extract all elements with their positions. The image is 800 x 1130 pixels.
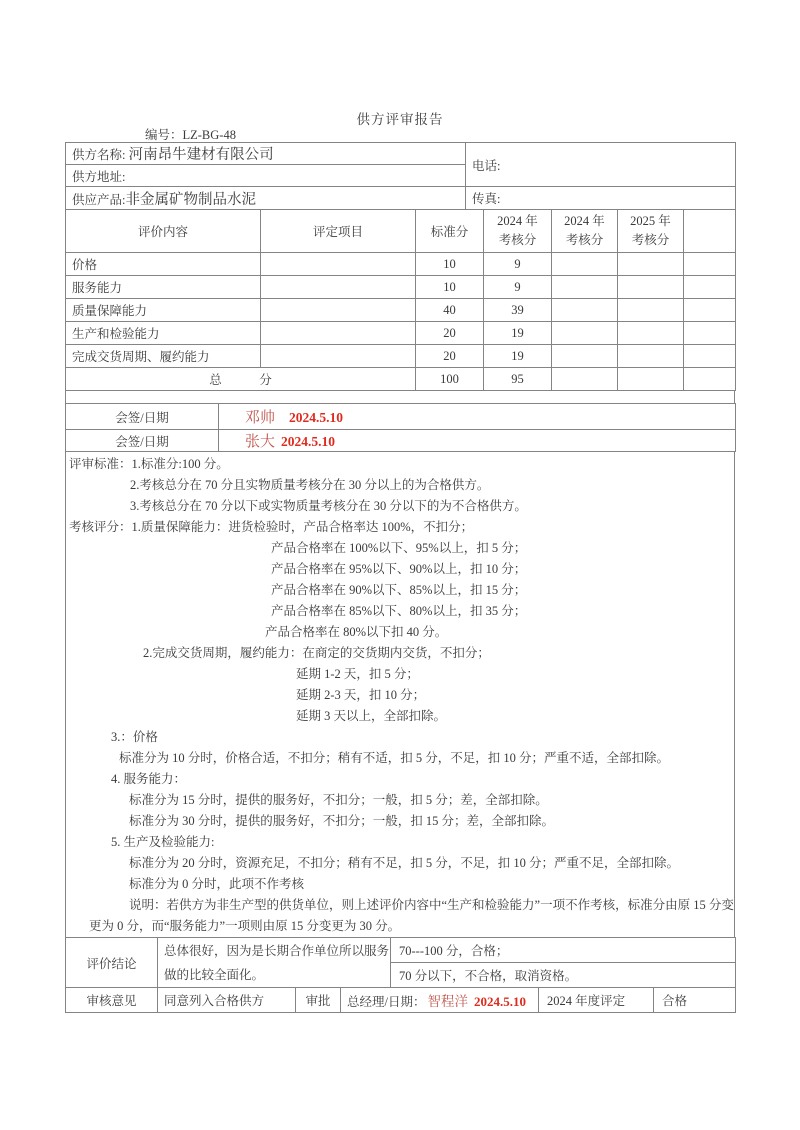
info-table bbox=[65, 142, 736, 210]
header-standard: 标准分 bbox=[416, 210, 484, 253]
conclusion-label: 评价结论 bbox=[66, 938, 158, 988]
row-standard: 40 bbox=[416, 299, 484, 322]
signature-value-cell bbox=[219, 404, 736, 430]
approve-label: 审批 bbox=[296, 988, 341, 1013]
row-score-2024b bbox=[552, 322, 618, 345]
gm-cell bbox=[341, 988, 539, 1013]
score-row-production bbox=[66, 322, 736, 345]
fax-label: 传真: bbox=[472, 192, 501, 206]
conclusion-table bbox=[65, 937, 736, 988]
supplier-name-cell bbox=[66, 143, 466, 165]
row-extra bbox=[684, 276, 736, 299]
signature-value-cell bbox=[219, 430, 736, 452]
criteria-line: 说明：若供方为非生产型的供货单位，则上述评价内容中“生产和检验能力”一项不作考核，标准分由原 15 分变 bbox=[129, 898, 734, 912]
row-standard: 10 bbox=[416, 276, 484, 299]
header-2024b-word: 考核分 bbox=[565, 233, 604, 247]
row-content: 质量保障能力 bbox=[66, 299, 261, 322]
gm-label: 总经理/日期： bbox=[347, 995, 426, 1009]
total-score-2024b bbox=[552, 368, 618, 391]
supplier-name-value: 河南昂牛建材有限公司 bbox=[128, 147, 274, 163]
criteria-line: 3.：价格 bbox=[111, 730, 158, 744]
row-item-empty bbox=[261, 253, 416, 276]
row-extra bbox=[684, 253, 736, 276]
total-label: 总 分 bbox=[66, 368, 416, 391]
total-standard: 100 bbox=[416, 368, 484, 391]
row-standard: 20 bbox=[416, 345, 484, 368]
signature-table bbox=[65, 403, 736, 452]
signature-row bbox=[66, 404, 736, 430]
supplier-address-label: 供方地址: bbox=[72, 169, 126, 184]
signature-label: 会签/日期 bbox=[66, 430, 219, 452]
row-score-2024a: 19 bbox=[484, 345, 552, 368]
signature-row bbox=[66, 430, 736, 452]
total-score-2025 bbox=[618, 368, 684, 391]
criteria-line: 标准分为 30 分时，提供的服务好，不扣分；一般，扣 15 分；差，全部扣除。 bbox=[129, 814, 555, 828]
gm-date: 2024.5.10 bbox=[473, 994, 526, 1009]
criteria-line: 评审标准：1.标准分:100 分。 bbox=[69, 457, 229, 471]
product-value: 非金属矿物制品水泥 bbox=[125, 191, 256, 208]
row-score-2024b bbox=[552, 276, 618, 299]
signature-date: 2024.5.10 bbox=[281, 434, 336, 449]
row-score-2025 bbox=[618, 253, 684, 276]
row-content: 完成交货周期、履约能力 bbox=[66, 345, 261, 368]
gm-name: 智程洋 bbox=[427, 994, 468, 1009]
year-eval-result: 合格 bbox=[654, 988, 736, 1013]
header-2025-word: 考核分 bbox=[631, 233, 670, 247]
criteria-line: 4. 服务能力： bbox=[111, 772, 187, 786]
criteria-line: 5. 生产及检验能力: bbox=[111, 835, 215, 849]
criteria-section bbox=[65, 451, 735, 938]
report-title: 供方评审报告 bbox=[356, 112, 444, 127]
product-cell bbox=[66, 187, 466, 210]
signature-label: 会签/日期 bbox=[66, 404, 219, 430]
criteria-line: 产品合格率在 100%以下、95%以上，扣 5 分； bbox=[271, 541, 527, 555]
row-extra bbox=[684, 299, 736, 322]
header-2024b bbox=[552, 210, 618, 253]
row-standard: 20 bbox=[416, 322, 484, 345]
signature-date: 2024.5.10 bbox=[289, 410, 344, 425]
row-score-2024b bbox=[552, 253, 618, 276]
header-2024a-year: 2024 年 bbox=[497, 214, 538, 228]
row-score-2025 bbox=[618, 299, 684, 322]
criteria-line: 3.考核总分在 70 分以下或实物质量考核分在 30 分以下的为不合格供方。 bbox=[130, 499, 527, 513]
header-content: 评价内容 bbox=[66, 210, 261, 253]
row-score-2025 bbox=[618, 322, 684, 345]
header-2025 bbox=[618, 210, 684, 253]
header-empty bbox=[684, 210, 736, 253]
row-score-2024b bbox=[552, 345, 618, 368]
criteria-line: 更为 0 分，而“服务能力”一项则由原 15 分变更为 30 分。 bbox=[89, 919, 401, 933]
supplier-address-cell bbox=[66, 165, 466, 187]
score-table bbox=[65, 209, 736, 391]
doc-number: 编号：LZ-BG-48 bbox=[145, 128, 236, 142]
criteria-line: 标准分为 15 分时，提供的服务好，不扣分；一般，扣 5 分；差，全部扣除。 bbox=[129, 793, 548, 807]
criteria-line: 延期 3 天以上，全部扣除。 bbox=[296, 709, 447, 723]
row-standard: 10 bbox=[416, 253, 484, 276]
header-2024a-word: 考核分 bbox=[498, 233, 537, 247]
header-item: 评定项目 bbox=[261, 210, 416, 253]
report-form bbox=[65, 143, 735, 1013]
criteria-line: 标准分为 0 分时，此项不作考核 bbox=[129, 877, 305, 891]
row-score-2024a: 9 bbox=[484, 253, 552, 276]
review-label: 审核意见 bbox=[66, 988, 158, 1013]
row-score-2024a: 19 bbox=[484, 322, 552, 345]
product-label: 供应产品: bbox=[72, 192, 126, 207]
row-score-2025 bbox=[618, 276, 684, 299]
total-extra bbox=[684, 368, 736, 391]
row-score-2024a: 39 bbox=[484, 299, 552, 322]
criteria-line: 标准分为 20 分时，资源充足，不扣分；稍有不足，扣 5 分，不足，扣 10 分；严重不足，全部扣除。 bbox=[129, 856, 680, 870]
review-opinion: 同意列入合格供方 bbox=[158, 988, 296, 1013]
criteria-line: 产品合格率在 95%以下、90%以上，扣 10 分； bbox=[271, 562, 527, 576]
spacer-cell bbox=[66, 391, 735, 404]
grade-fail: 70 分以下，不合格，取消资格。 bbox=[391, 963, 736, 988]
fax-cell bbox=[466, 187, 736, 210]
row-score-2025 bbox=[618, 345, 684, 368]
criteria-line: 延期 2-3 天，扣 10 分； bbox=[296, 688, 426, 702]
row-item-empty bbox=[261, 299, 416, 322]
row-score-2024a: 9 bbox=[484, 276, 552, 299]
spacer-row bbox=[65, 390, 735, 404]
header-2024b-year: 2024 年 bbox=[564, 214, 605, 228]
score-row-total bbox=[66, 368, 736, 391]
score-row-quality bbox=[66, 299, 736, 322]
score-row-service bbox=[66, 276, 736, 299]
signature-name: 邓帅 bbox=[245, 410, 276, 426]
phone-cell bbox=[466, 143, 736, 187]
row-item-empty bbox=[261, 345, 416, 368]
row-content: 生产和检验能力 bbox=[66, 322, 261, 345]
score-row-delivery bbox=[66, 345, 736, 368]
total-score-2024a: 95 bbox=[484, 368, 552, 391]
row-extra bbox=[684, 322, 736, 345]
criteria-line: 2.考核总分在 70 分且实物质量考核分在 30 分以上的为合格供方。 bbox=[130, 478, 490, 492]
score-row-price bbox=[66, 253, 736, 276]
supplier-name-label: 供方名称: bbox=[72, 148, 126, 162]
criteria-line: 2.完成交货周期，履约能力：在商定的交货期内交货，不扣分； bbox=[143, 646, 490, 660]
header-2024a bbox=[484, 210, 552, 253]
header-2025-year: 2025 年 bbox=[630, 214, 671, 228]
signature-name: 张大 bbox=[245, 434, 276, 450]
criteria-line: 延期 1-2 天，扣 5 分； bbox=[296, 667, 419, 681]
grade-pass: 70---100 分，合格； bbox=[391, 938, 736, 963]
row-score-2024b bbox=[552, 299, 618, 322]
row-item-empty bbox=[261, 276, 416, 299]
conclusion-comment: 总体很好，因为是长期合作单位所以服务做的比较全面化。 bbox=[158, 938, 391, 988]
row-content: 服务能力 bbox=[66, 276, 261, 299]
criteria-line: 考核评分：1.质量保障能力：进货检验时，产品合格率达 100%，不扣分； bbox=[69, 520, 474, 534]
row-item-empty bbox=[261, 322, 416, 345]
phone-label: 电话: bbox=[472, 158, 501, 173]
review-table bbox=[65, 987, 736, 1013]
criteria-line: 标准分为 10 分时，价格合适，不扣分；稍有不适，扣 5 分，不足，扣 10 分；严重不适，全部扣除。 bbox=[119, 751, 670, 765]
criteria-line: 产品合格率在 80%以下扣 40 分。 bbox=[265, 625, 448, 639]
criteria-line: 产品合格率在 90%以下、85%以上，扣 15 分； bbox=[271, 583, 527, 597]
row-content: 价格 bbox=[66, 253, 261, 276]
year-eval-label: 2024 年度评定 bbox=[539, 988, 654, 1013]
criteria-line: 产品合格率在 85%以下、80%以上，扣 35 分； bbox=[271, 604, 527, 618]
row-extra bbox=[684, 345, 736, 368]
